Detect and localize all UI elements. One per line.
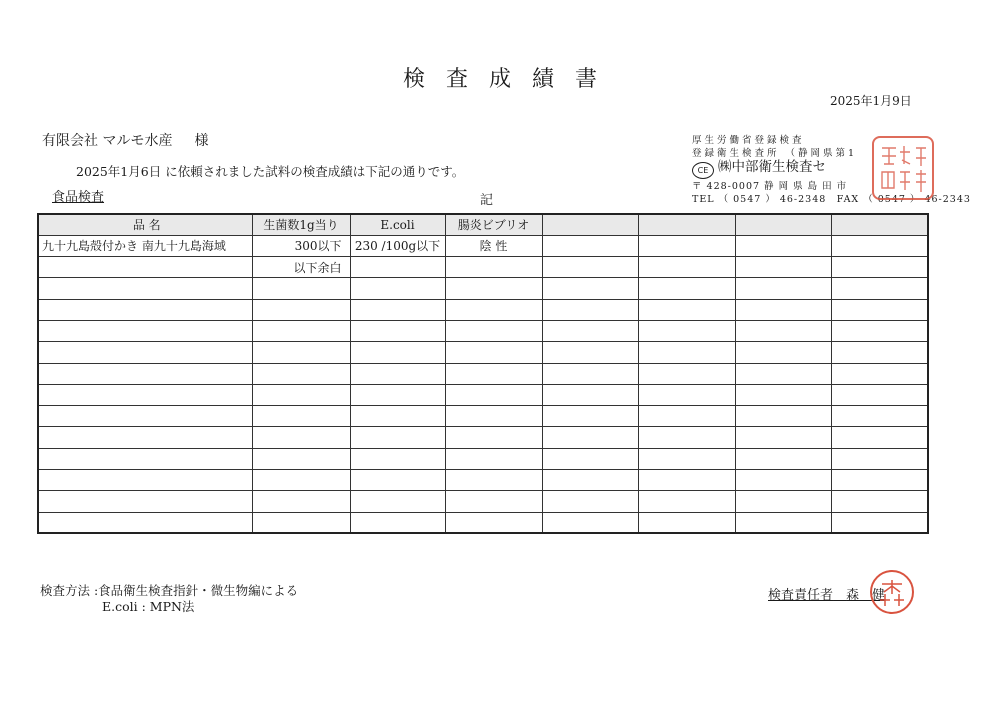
empty-cell <box>252 470 350 491</box>
empty-cell <box>542 448 638 469</box>
lab-seal-stamp <box>872 136 934 200</box>
lab-registration-line2: 登録衛生検査所 （静岡県第1 <box>692 148 858 159</box>
cell <box>831 257 928 278</box>
table-row <box>38 342 928 363</box>
cell-product: 九十九島殻付かき 南九十九島海域 <box>38 235 252 256</box>
empty-cell <box>831 320 928 341</box>
empty-cell <box>445 384 542 405</box>
empty-cell <box>735 470 831 491</box>
empty-cell <box>831 278 928 299</box>
empty-cell <box>638 320 735 341</box>
table-row <box>38 299 928 320</box>
empty-cell <box>831 363 928 384</box>
lab-tel-fax: TEL （ 0547 ） 46-2348 FAX （ 0547 ） 46-2343 <box>692 194 971 205</box>
empty-cell <box>350 342 445 363</box>
empty-cell <box>252 491 350 512</box>
empty-cell <box>38 491 252 512</box>
empty-cell <box>38 299 252 320</box>
empty-cell <box>831 491 928 512</box>
cell <box>350 257 445 278</box>
table-row <box>38 448 928 469</box>
empty-cell <box>38 342 252 363</box>
table-row <box>38 363 928 384</box>
table-row <box>38 384 928 405</box>
empty-cell <box>542 491 638 512</box>
document-title: 検査成績書 <box>402 67 618 92</box>
header-bacteria-count: 生菌数1g当り <box>252 214 350 235</box>
header-empty <box>831 214 928 235</box>
empty-cell <box>252 512 350 533</box>
empty-cell <box>252 299 350 320</box>
table-row <box>38 470 928 491</box>
empty-cell <box>445 470 542 491</box>
empty-cell <box>542 299 638 320</box>
empty-cell <box>638 406 735 427</box>
empty-cell <box>252 363 350 384</box>
empty-cell <box>350 406 445 427</box>
empty-cell <box>638 427 735 448</box>
empty-cell <box>542 278 638 299</box>
cell <box>445 257 542 278</box>
empty-cell <box>445 299 542 320</box>
cell <box>38 257 252 278</box>
table-row <box>38 406 928 427</box>
empty-cell <box>735 512 831 533</box>
empty-cell <box>735 363 831 384</box>
lab-company-name: ㈱中部衛生検査セ <box>718 159 826 175</box>
empty-cell <box>252 278 350 299</box>
empty-cell <box>350 363 445 384</box>
intro-text: 2025年1月6日 に依頼されました試料の検査成績は下記の通りです。 <box>76 164 465 179</box>
empty-cell <box>350 320 445 341</box>
empty-cell <box>638 512 735 533</box>
cell-ecoli: 230 /100g以下 <box>350 235 445 256</box>
empty-cell <box>735 448 831 469</box>
cell <box>638 235 735 256</box>
empty-cell <box>831 512 928 533</box>
empty-cell <box>350 427 445 448</box>
empty-cell <box>252 406 350 427</box>
empty-cell <box>831 384 928 405</box>
empty-cell <box>831 299 928 320</box>
empty-cell <box>638 470 735 491</box>
table-row <box>38 427 928 448</box>
empty-cell <box>638 384 735 405</box>
method-line1: 検査方法 :食品衛生検査指針・微生物編による <box>40 583 299 598</box>
empty-cell <box>542 512 638 533</box>
cell-vibrio: 陰 性 <box>445 235 542 256</box>
empty-cell <box>831 406 928 427</box>
empty-cell <box>735 278 831 299</box>
empty-cell <box>831 427 928 448</box>
empty-cell <box>38 363 252 384</box>
inspector <box>768 584 885 603</box>
method-line2: E.coli : MPN法 <box>102 599 195 614</box>
table-row <box>38 320 928 341</box>
empty-cell <box>638 299 735 320</box>
empty-cell <box>445 342 542 363</box>
table-row <box>38 512 928 533</box>
results-table <box>37 213 929 534</box>
empty-cell <box>735 406 831 427</box>
empty-cell <box>542 406 638 427</box>
cell-end-marker: 以下余白 <box>252 257 350 278</box>
empty-cell <box>445 363 542 384</box>
empty-cell <box>735 342 831 363</box>
empty-cell <box>38 320 252 341</box>
header-ecoli: E.coli <box>350 214 445 235</box>
issue-date: 2025年1月9日 <box>830 94 912 108</box>
empty-cell <box>38 512 252 533</box>
empty-cell <box>638 491 735 512</box>
cell-bacteria-count: 300以下 <box>252 235 350 256</box>
empty-cell <box>350 278 445 299</box>
empty-cell <box>735 299 831 320</box>
header-product: 品 名 <box>38 214 252 235</box>
empty-cell <box>638 278 735 299</box>
empty-cell <box>831 342 928 363</box>
lab-logo-icon: CE <box>692 162 714 179</box>
empty-cell <box>445 427 542 448</box>
inspector-seal-stamp <box>870 570 914 614</box>
empty-cell <box>638 363 735 384</box>
recipient-honorific: 様 <box>194 133 209 149</box>
empty-cell <box>542 342 638 363</box>
empty-cell <box>350 299 445 320</box>
empty-cell <box>252 384 350 405</box>
table-row <box>38 257 928 278</box>
empty-cell <box>350 470 445 491</box>
empty-cell <box>38 406 252 427</box>
empty-cell <box>350 448 445 469</box>
empty-cell <box>735 384 831 405</box>
test-method <box>40 583 298 615</box>
cell <box>735 257 831 278</box>
cell <box>735 235 831 256</box>
header-empty <box>735 214 831 235</box>
empty-cell <box>350 384 445 405</box>
lab-address: 〒 428-0007 静 岡 県 島 田 市 <box>692 181 848 192</box>
table-header-row <box>38 214 928 235</box>
lab-registration-line1: 厚生労働省登録検査 <box>692 135 805 146</box>
empty-cell <box>445 491 542 512</box>
empty-cell <box>252 320 350 341</box>
empty-cell <box>38 278 252 299</box>
empty-cell <box>38 384 252 405</box>
inspector-label: 検査責任者 <box>768 588 834 603</box>
table-row <box>38 278 928 299</box>
empty-cell <box>445 320 542 341</box>
empty-cell <box>38 470 252 491</box>
empty-cell <box>542 384 638 405</box>
empty-cell <box>38 448 252 469</box>
table-row <box>38 235 928 256</box>
inspector-name: 森 健 <box>846 588 886 603</box>
empty-cell <box>542 470 638 491</box>
ki-heading: 記 <box>480 193 494 208</box>
empty-cell <box>638 448 735 469</box>
empty-cell <box>252 448 350 469</box>
empty-cell <box>735 491 831 512</box>
empty-cell <box>445 448 542 469</box>
recipient-company: 有限会社 マルモ水産 <box>42 133 173 149</box>
cell <box>831 235 928 256</box>
header-empty <box>542 214 638 235</box>
category-label: 食品検査 <box>52 190 105 205</box>
cell <box>542 257 638 278</box>
empty-cell <box>38 427 252 448</box>
empty-cell <box>735 427 831 448</box>
empty-cell <box>445 406 542 427</box>
empty-cell <box>831 448 928 469</box>
empty-cell <box>735 320 831 341</box>
empty-cell <box>350 491 445 512</box>
recipient <box>42 130 208 150</box>
table-row <box>38 491 928 512</box>
header-empty <box>638 214 735 235</box>
empty-cell <box>542 363 638 384</box>
empty-cell <box>252 427 350 448</box>
empty-cell <box>252 342 350 363</box>
empty-cell <box>638 342 735 363</box>
header-vibrio: 腸炎ビブリオ <box>445 214 542 235</box>
cell <box>638 257 735 278</box>
empty-cell <box>542 320 638 341</box>
empty-cell <box>542 427 638 448</box>
empty-cell <box>445 278 542 299</box>
empty-cell <box>831 470 928 491</box>
empty-cell <box>350 512 445 533</box>
cell <box>542 235 638 256</box>
empty-cell <box>445 512 542 533</box>
